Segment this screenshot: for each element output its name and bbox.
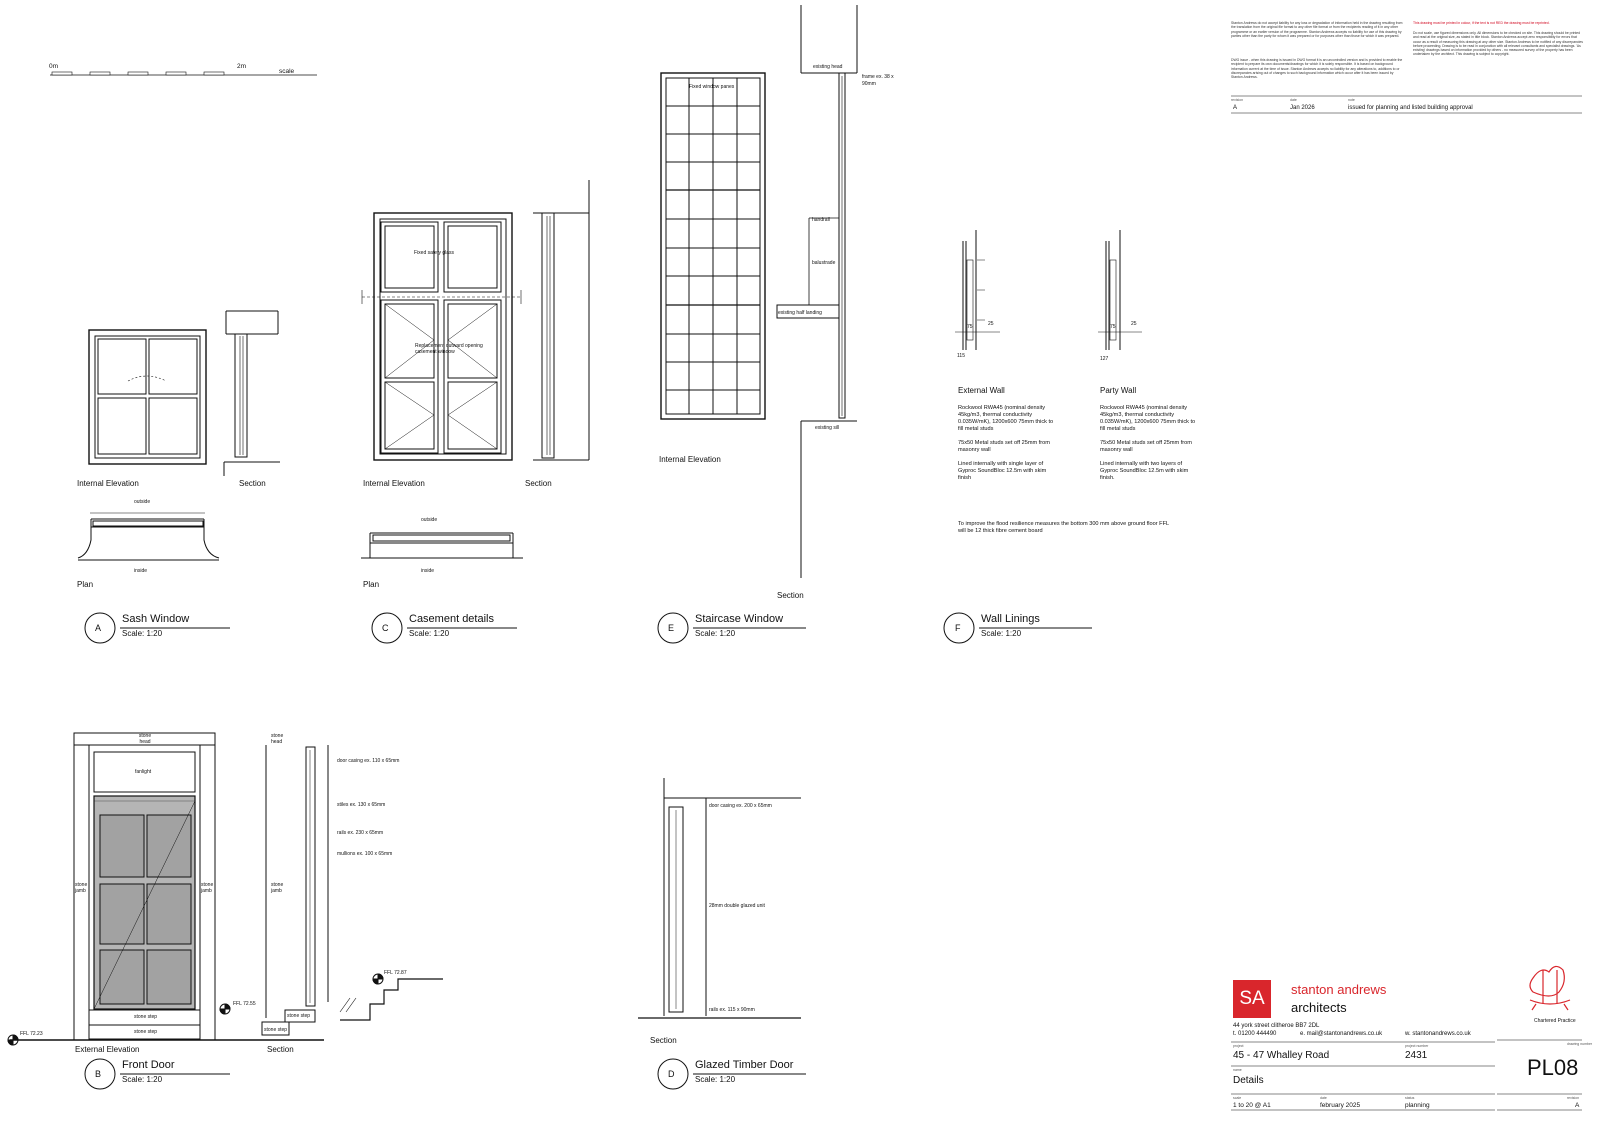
stair-frame-note: frame ex. 38 x 90mm (862, 74, 894, 87)
sash-inside-label: inside (134, 568, 148, 574)
door-section-step-upper: stone step (287, 1013, 311, 1019)
rev-col-revision: revision (1231, 98, 1244, 102)
casement-outside-label: outside (421, 517, 438, 523)
detail-scale-c: Scale: 1:20 (409, 629, 450, 638)
detail-mark-c: C (382, 623, 389, 633)
party-wall-dim-25: 25 (1131, 321, 1137, 327)
project-number-label: project number (1405, 1044, 1429, 1048)
sash-elevation-label: Internal Elevation (77, 479, 139, 488)
casement-section-label: Section (525, 479, 552, 488)
party-wall-note-1: Rockwool RWA45 (nominal density 45kg/m3, thermal conductivity 0.035W/mK), 1200x600 75mm thick to fill metal studs (1100, 405, 1196, 432)
ffl-markers (8, 974, 383, 1045)
detail-scale-d: Scale: 1:20 (695, 1075, 736, 1084)
door-fanlight-label: fanlight (135, 769, 152, 775)
chartered-practice-label: Chartered Practice (1534, 1018, 1576, 1024)
ext-wall-dim-115: 115 (957, 353, 965, 359)
firm-phone: t. 01200 444490 (1233, 1031, 1277, 1037)
disclaimer-left-2: DWG issue - when this drawing is issued in DWG format it is an uncontrolled version and is provided to enable the recipient to prepare its own documents/drawings for which it is solely responsible. It is based on background information current at the time of issue. Stanton Andrews accepts no liability for any alterations to, additions to or discrepancies arising out of changes to such background information which occur after it has been issued by Stanton Andrews. (1231, 58, 1403, 80)
detail-scale-e: Scale: 1:20 (695, 629, 736, 638)
ffl-label-3: FFL 72.87 (384, 970, 407, 976)
drawing-scale: 1 to 20 @ A1 (1233, 1102, 1271, 1109)
detail-scale-b: Scale: 1:20 (122, 1075, 163, 1084)
sash-outside-label: outside (134, 499, 151, 505)
firm-web: w. stantonandrews.co.uk (1405, 1031, 1471, 1037)
door-stone-step-lower: stone step (134, 1029, 158, 1035)
detail-scale-a: Scale: 1:20 (122, 629, 163, 638)
detail-mark-a: A (95, 623, 102, 633)
detail-title-e: Staircase Window (695, 613, 784, 625)
external-wall-note-3: Lined internally with single layer of Gyproc SoundBloc 12.5m with skim finish (958, 461, 1047, 481)
sash-section-label: Section (239, 479, 266, 488)
party-wall-note-3: Lined internally with two layers of Gyproc SoundBloc 12.5m with skim finish. (1100, 461, 1189, 481)
drawing-revision: A (1575, 1102, 1580, 1109)
door-stiles-note: stiles ex. 130 x 65mm (337, 802, 386, 808)
door-stone-step-upper: stone step (134, 1014, 158, 1020)
door-casing-note: door casing ex. 110 x 65mm (337, 758, 400, 764)
door-mullions-note: mullions ex. 100 x 65mm (337, 851, 393, 857)
casement-inside-label: inside (421, 568, 435, 574)
external-wall-title: External Wall (958, 386, 1005, 395)
party-wall-note-2: 75x50 Metal studs set off 25mm from masonry wall (1100, 440, 1192, 453)
stair-elevation-label: Internal Elevation (659, 455, 721, 464)
sash-plan-label: Plan (77, 580, 94, 589)
project-number: 2431 (1405, 1050, 1428, 1061)
detail-title-a: Sash Window (122, 613, 190, 625)
detail-mark-f: F (955, 623, 961, 633)
firm-address: 44 york street clitheroe BB7 2DL (1233, 1023, 1320, 1029)
rev-col-note: note (1348, 98, 1355, 102)
stair-handrail-note: handrail (812, 217, 830, 223)
detail-title-b: Front Door (122, 1059, 175, 1071)
detail-scale-f: Scale: 1:20 (981, 629, 1022, 638)
status-label-tb: status (1405, 1096, 1415, 1100)
rev-row-rev: A (1233, 105, 1238, 111)
stair-sill-note: existing sill (815, 425, 840, 431)
casement-plan-label: Plan (363, 580, 380, 589)
firm-logo: SA (1233, 980, 1271, 1018)
drawing-date: february 2025 (1320, 1102, 1361, 1109)
detail-mark-e: E (668, 623, 675, 633)
stair-section-label: Section (777, 591, 804, 600)
stair-balustrade-note: balustrade (812, 260, 836, 266)
detail-title-c: Casement details (409, 613, 494, 625)
casement-elevation-label: Internal Elevation (363, 479, 425, 488)
ext-wall-dim-75: 75 (967, 324, 973, 330)
door-stone-jamb-right: stone jamb (201, 882, 214, 894)
detail-title-d: Glazed Timber Door (695, 1059, 794, 1071)
ffl-label-1: FFL 72.23 (20, 1031, 43, 1037)
drawing-status: planning (1405, 1102, 1430, 1109)
stair-panes-note: Fixed window panes (689, 84, 735, 90)
rev-row-note: issued for planning and listed building approval (1348, 105, 1473, 111)
glazed-casing-note: door casing ex. 200 x 65mm (709, 803, 772, 809)
detail-mark-d: D (668, 1069, 675, 1079)
detail-mark-b: B (95, 1069, 102, 1079)
external-wall-note-1: Rockwool RWA45 (nominal density 45kg/m3, thermal conductivity 0.035W/mK), 1200x600 75mm thick to fill metal studs (958, 405, 1054, 432)
date-label-tb: date (1320, 1096, 1327, 1100)
chartered-practice-crest (1530, 966, 1570, 1010)
door-section-stone-head: stone head (271, 733, 284, 745)
scale-label: scale (279, 68, 295, 75)
glazed-section-label: Section (650, 1036, 677, 1045)
firm-name-line1: stanton andrews (1291, 982, 1387, 997)
party-wall-dim-75: 75 (1110, 324, 1116, 330)
disclaimer-left-1: Stanton Andrews do not accept liability for any loss or degradation of information held in the drawing resulting from the translation from the original file format to any other file format or from the recipients reading of it in any other programme or an earlier version of the programme. Stanton Andrews accepts no liability for use of this drawing by parties other than the party for whom it was prepared or for purposes other than those for which it was prepared. (1231, 21, 1403, 38)
glazed-rails-note: rails ex. 115 x 90mm (709, 1007, 755, 1013)
ffl-label-2: FFL 72.55 (233, 1001, 256, 1007)
drawing-number-label: drawing number (1567, 1042, 1593, 1046)
door-stone-head-label: stone head (138, 733, 152, 745)
project-name: 45 - 47 Whalley Road (1233, 1050, 1330, 1061)
scale-end: 2m (237, 63, 247, 70)
rev-col-date: date (1290, 98, 1297, 102)
detail-title-f: Wall Linings (981, 613, 1040, 625)
door-elevation-label: External Elevation (75, 1045, 140, 1054)
stair-head-note: existing head (813, 64, 843, 70)
door-section-step-lower: stone step (264, 1027, 288, 1033)
ext-wall-dim-25: 25 (988, 321, 994, 327)
project-label: project (1233, 1044, 1244, 1048)
drawing-number: PL08 (1527, 1055, 1579, 1080)
party-wall-dim-127: 127 (1100, 356, 1109, 362)
party-wall-title: Party Wall (1100, 386, 1137, 395)
disclaimer-right: Do not scale, use figured dimensions only. All dimensions to be checked on site. This drawing should be printed and read at the original size, as stated in title block. Stanton Andrews accept zero responsibility for errors that occur as a result of measuring this drawing at any other size. Stanton Andrews to be notified of any discrepancies before proceeding. Drawing is to be read in conjunction with all relevant consultants and specialist drawings. 'As existing' drawings based on information provided by others - no measured survey of the property has been undertaken by the architect. This drawing is subject to copyright. (1413, 31, 1584, 57)
revision-label-tb: revision (1567, 1096, 1580, 1100)
door-section-label: Section (267, 1045, 294, 1054)
stair-landing-note: existing half landing (778, 310, 822, 316)
door-stone-jamb-left: stone jamb (75, 882, 88, 894)
glazed-unit-note: 28mm double glazed unit (709, 903, 765, 909)
scale-start: 0m (49, 63, 59, 70)
flood-resilience-note: To improve the flood resilience measures the bottom 300 mm above ground floor FFL will be 12 thick fibre cement board (958, 521, 1169, 534)
rev-row-date: Jan 2026 (1290, 105, 1315, 111)
casement-replacement-note: Replacement outward opening casement window (415, 343, 483, 355)
disclaimer-red-note: This drawing must be printed in colour, if the text is not RED the drawing must be reprinted. (1413, 21, 1550, 25)
casement-fixed-note: Fixed safety glass (414, 250, 455, 256)
scale-label-tb: scale (1233, 1096, 1242, 1100)
firm-email: e. mail@stantonandrews.co.uk (1300, 1031, 1383, 1037)
door-section-stone-jamb: stone jamb (271, 882, 284, 894)
firm-name-line2: architects (1291, 1000, 1347, 1015)
door-rails-note: rails ex. 230 x 65mm (337, 830, 384, 836)
name-label: name (1233, 1068, 1242, 1072)
drawing-name: Details (1233, 1075, 1264, 1086)
external-wall-note-2: 75x50 Metal studs set off 25mm from masonry wall (958, 440, 1050, 453)
